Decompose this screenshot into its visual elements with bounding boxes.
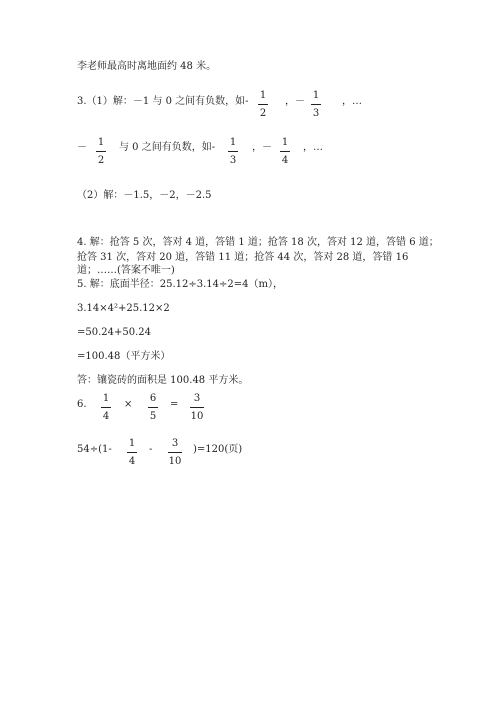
denominator: 5 (149, 411, 157, 422)
q4-line2: 抢答 31 次，答对 20 道，答错 11 道；抢答 44 次，答对 28 道，答错 16 (77, 252, 409, 263)
times-sign: × (124, 399, 133, 410)
denominator: 2 (97, 155, 105, 166)
numerator: 1 (102, 393, 110, 404)
q3-p1-prefix: 3.（1）解：－1 与 0 之间有负数，如- (77, 96, 249, 107)
numerator: 1 (259, 90, 267, 101)
fraction (146, 393, 160, 424)
fraction-bar (101, 407, 111, 408)
q6-calc-result: )=120(页) (193, 444, 243, 455)
numerator: 1 (229, 137, 237, 148)
q6-calc-prefix: 54÷(1- (77, 444, 112, 455)
fraction-bar (148, 407, 158, 408)
separator-text: ，－ (285, 96, 305, 107)
minus-sign: - (149, 444, 153, 455)
fraction (94, 137, 108, 168)
numerator: 3 (193, 393, 201, 404)
fraction-bar (96, 151, 106, 152)
fraction-bar (228, 151, 238, 152)
q4-line1: 4. 解：抢答 5 次，答对 4 道，答错 1 道；抢答 18 次，答对 12 道，答错 6 道； (77, 237, 439, 248)
q5-answer: 答：镶瓷砖的面积是 100.48 平方米。 (77, 375, 249, 386)
fraction-bar (311, 104, 321, 105)
fraction-bar (168, 452, 182, 453)
ellipsis-text: ，… (303, 142, 323, 153)
numerator: 1 (312, 90, 320, 101)
ellipsis-text: ，… (342, 96, 362, 107)
q4-line3: 道；……(答案不唯一) (77, 265, 175, 276)
numerator: 1 (128, 438, 136, 449)
denominator: 10 (190, 411, 204, 422)
denominator: 2 (259, 108, 267, 119)
numerator: 3 (171, 438, 179, 449)
fraction (278, 137, 292, 168)
q6-label: 6. (77, 399, 87, 410)
separator-text: ，－ (252, 142, 272, 153)
fraction (309, 90, 323, 121)
fraction (125, 438, 139, 469)
fraction (256, 90, 270, 121)
numerator: 6 (149, 393, 157, 404)
minus-sign: － (77, 142, 87, 153)
fraction-bar (127, 452, 137, 453)
q5-line4: =100.48（平方米） (77, 351, 171, 362)
q5-line2: 3.14×4²+25.12×2 (77, 303, 170, 314)
fraction (226, 137, 240, 168)
q3-part2: （2）解：－1.5，－2，－2.5 (77, 190, 212, 201)
fraction-bar (190, 407, 204, 408)
denominator: 4 (102, 411, 110, 422)
denominator: 10 (168, 456, 182, 467)
denominator: 4 (281, 155, 289, 166)
q5-line3: =50.24+50.24 (77, 327, 152, 338)
fraction-bar (280, 151, 290, 152)
numerator: 1 (281, 137, 289, 148)
denominator: 4 (128, 456, 136, 467)
fraction (99, 393, 113, 424)
numerator: 1 (97, 137, 105, 148)
fraction (188, 393, 206, 424)
fraction (166, 438, 184, 469)
q5-line1: 5. 解：底面半径：25.12÷3.14÷2=4（m）， (77, 279, 283, 290)
denominator: 3 (312, 108, 320, 119)
q3-p2-text: 与 0 之间有负数，如- (119, 142, 216, 153)
denominator: 3 (229, 155, 237, 166)
fraction-bar (258, 104, 268, 105)
text-line-answer-2: 李老师最高时离地面约 48 米。 (77, 61, 217, 72)
equals-sign: = (170, 399, 179, 410)
